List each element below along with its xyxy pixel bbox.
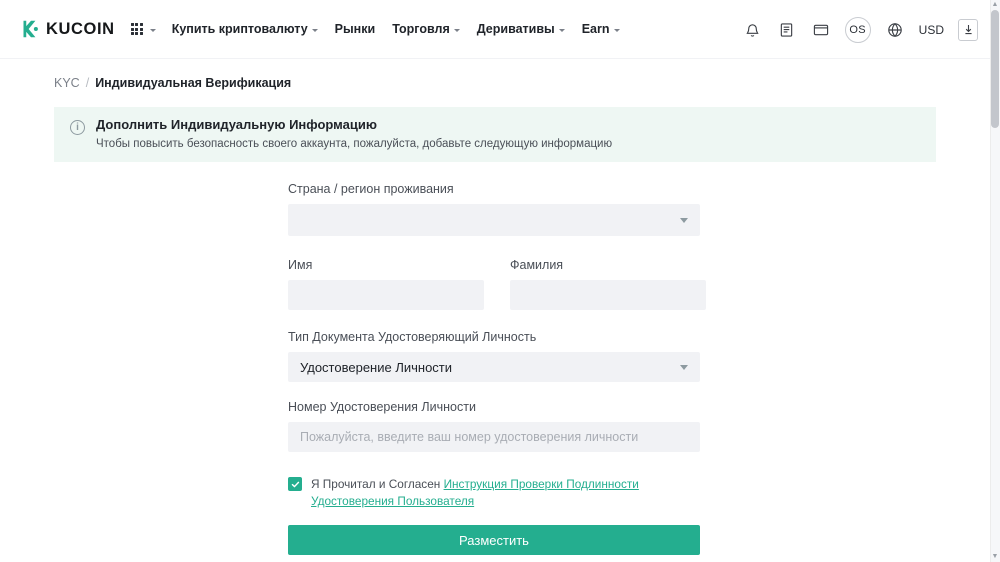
agreement-row bbox=[288, 476, 700, 510]
nav-item-markets[interactable] bbox=[335, 22, 376, 36]
page-scrollbar[interactable] bbox=[990, 0, 1000, 562]
info-banner bbox=[54, 107, 936, 162]
kucoin-logo[interactable] bbox=[18, 18, 115, 40]
scroll-down-arrow-icon[interactable]: ▼ bbox=[991, 553, 999, 560]
info-icon: i bbox=[70, 120, 85, 135]
download-app-icon[interactable] bbox=[958, 19, 978, 41]
doc-number-label: Номер Удостоверения Личности bbox=[288, 400, 476, 414]
nav-item-label: Торговля bbox=[392, 22, 450, 36]
nav-item-label: Деривативы bbox=[476, 22, 555, 36]
doc-type-value: Удостоверение Личности bbox=[300, 359, 453, 375]
submit-button[interactable]: Разместить bbox=[288, 525, 700, 555]
notification-bell-icon[interactable] bbox=[743, 20, 763, 40]
chevron-down-icon bbox=[680, 365, 688, 370]
country-label: Страна / регион проживания bbox=[288, 182, 454, 196]
doc-type-field-group bbox=[288, 330, 700, 382]
avatar[interactable] bbox=[845, 17, 871, 43]
doc-number-input[interactable] bbox=[288, 422, 700, 452]
agreement-link[interactable]: Инструкция Проверки Подлинности Удостоверения Пользователя bbox=[311, 477, 639, 508]
agreement-checkbox[interactable] bbox=[288, 477, 302, 491]
chevron-down-icon bbox=[150, 29, 156, 32]
first-name-label: Имя bbox=[288, 258, 313, 272]
language-globe-icon[interactable] bbox=[885, 20, 905, 40]
agreement-text bbox=[311, 476, 651, 510]
last-name-field-group bbox=[510, 258, 706, 310]
chevron-down-icon bbox=[312, 29, 318, 32]
breadcrumb-separator: / bbox=[85, 76, 90, 90]
scrollbar-thumb[interactable] bbox=[991, 10, 999, 128]
avatar-initials: OS bbox=[849, 23, 866, 36]
nav-item-trade[interactable] bbox=[392, 22, 460, 36]
breadcrumb-current: Индивидуальная Верификация bbox=[95, 76, 292, 90]
check-icon bbox=[291, 480, 300, 489]
first-name-field-group bbox=[288, 258, 484, 310]
kyc-form bbox=[288, 182, 700, 555]
breadcrumb-root[interactable]: KYC bbox=[54, 76, 80, 90]
first-name-input[interactable] bbox=[288, 280, 484, 310]
doc-type-label: Тип Документа Удостоверяющий Личность bbox=[288, 330, 537, 344]
kucoin-mark-icon bbox=[18, 18, 40, 40]
nav-item-label: Earn bbox=[581, 22, 610, 36]
breadcrumb bbox=[54, 76, 291, 90]
nav-item-derivatives[interactable] bbox=[477, 22, 565, 36]
nav-item-earn[interactable] bbox=[582, 22, 620, 36]
doc-number-field-group bbox=[288, 400, 700, 452]
doc-type-select[interactable] bbox=[288, 352, 700, 382]
chevron-down-icon bbox=[680, 218, 688, 223]
country-select[interactable] bbox=[288, 204, 700, 236]
info-banner-subtitle: Чтобы повысить безопасность своего аккаунта, пожалуйста, добавьте следующую информацию bbox=[96, 138, 613, 150]
info-banner-title: Дополнить Индивидуальную Информацию bbox=[96, 117, 377, 132]
info-banner-text bbox=[96, 117, 612, 162]
orders-document-icon[interactable] bbox=[777, 20, 797, 40]
chevron-down-icon bbox=[614, 29, 620, 32]
currency-selector[interactable] bbox=[919, 23, 944, 37]
main-nav bbox=[172, 22, 620, 36]
chevron-down-icon bbox=[454, 29, 460, 32]
top-nav-right bbox=[743, 0, 978, 59]
nav-item-buy-crypto[interactable] bbox=[172, 22, 318, 36]
agreement-prefix: Я Прочитал и Согласен bbox=[311, 477, 444, 491]
grid-icon-glyph bbox=[131, 23, 143, 35]
last-name-label: Фамилия bbox=[510, 258, 564, 272]
nav-item-label: Рынки bbox=[334, 22, 376, 36]
currency-label: USD bbox=[918, 22, 944, 37]
grid-apps-icon[interactable] bbox=[131, 23, 156, 35]
wallet-icon[interactable] bbox=[811, 20, 831, 40]
scroll-up-arrow-icon[interactable]: ▲ bbox=[991, 1, 999, 8]
top-navigation-bar bbox=[0, 0, 990, 59]
last-name-input[interactable] bbox=[510, 280, 706, 310]
name-fields-row bbox=[288, 258, 700, 310]
brand-name: KUCOIN bbox=[46, 19, 115, 38]
nav-item-label: Купить криптовалюту bbox=[171, 22, 308, 36]
chevron-down-icon bbox=[559, 29, 565, 32]
